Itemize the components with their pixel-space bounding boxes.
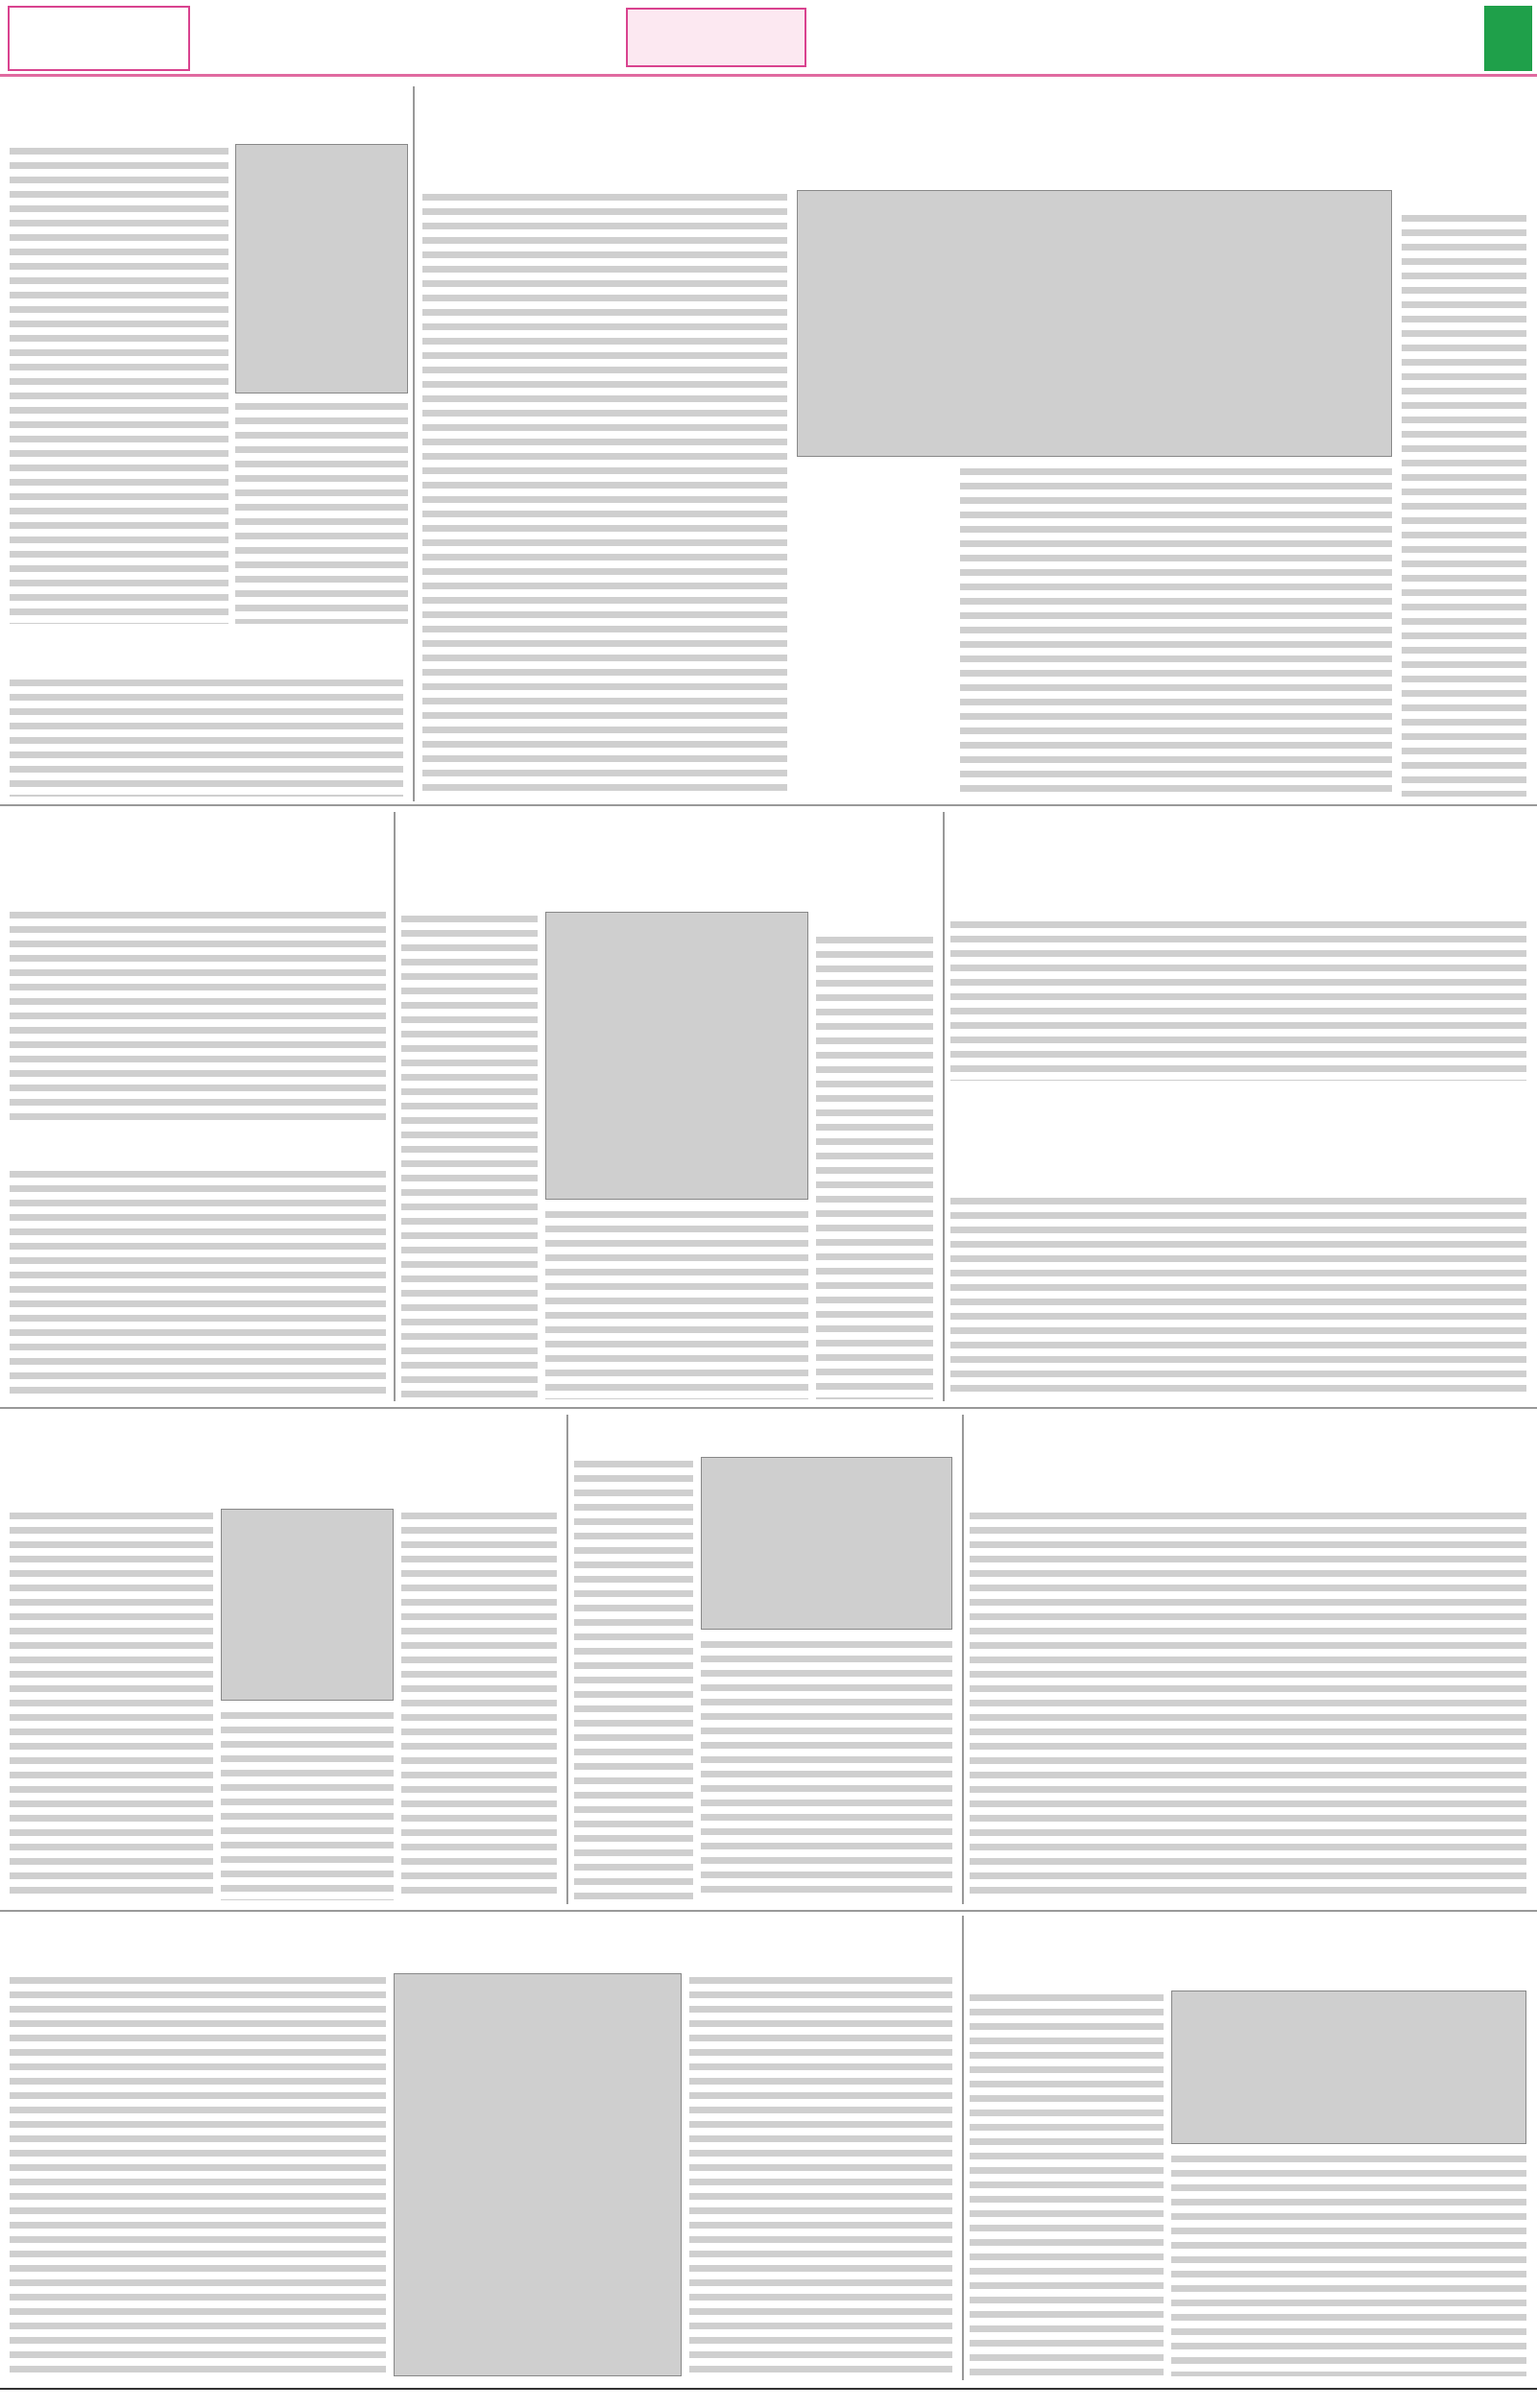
city-label — [197, 35, 312, 60]
headline-bjp-aap-women — [10, 92, 403, 138]
headline-gondpuri-1 — [970, 1417, 1526, 1461]
headline-supreme-court-1 — [950, 814, 1526, 862]
body-bjp-leader-aap — [10, 908, 386, 1123]
body-kejriwal-ec-col3 — [545, 1207, 808, 1399]
body-bjp-aap-women-col1 — [10, 144, 228, 624]
body-tri-shakti — [10, 676, 403, 797]
photo-jih-leader — [221, 1509, 394, 1701]
page-header — [0, 0, 1537, 77]
headline-jamia-seminar — [10, 1918, 952, 1967]
date-box — [8, 6, 190, 71]
subhead-delhi-police — [422, 144, 1526, 182]
headline-book-fair — [574, 1417, 952, 1451]
body-scholarship-col1 — [970, 1991, 1164, 2376]
column-rule — [943, 812, 945, 1401]
body-delhi-police-col2 — [960, 465, 1392, 797]
body-kejriwal-ec-col1 — [816, 933, 933, 1399]
body-budget-jih-col2 — [10, 1509, 213, 1900]
headline-media-responsibility — [970, 1918, 1526, 1952]
photo-jamia-seminar — [394, 1973, 682, 2376]
body-kejriwal-ec-col2 — [401, 912, 538, 1399]
headline-budget-jih-2 — [10, 1465, 557, 1503]
headline-gondpuri-2 — [970, 1465, 1526, 1503]
section-box — [626, 8, 806, 67]
body-delhi-police-col3 — [422, 190, 787, 797]
byline-kejriwal-ec — [816, 912, 933, 929]
headline-bjp-leader-1 — [10, 814, 386, 856]
headline-scholarship — [970, 1956, 1526, 1985]
body-budget-jih-col1 — [401, 1509, 557, 1900]
body-bjp-aap-women-col2 — [235, 399, 408, 624]
section-rule — [0, 1910, 1537, 1912]
body-delhi-police-col1 — [1402, 211, 1526, 797]
body-tax-reform — [10, 1167, 386, 1399]
masthead-english — [1248, 4, 1478, 21]
photo-book-fair — [701, 1457, 952, 1630]
headline-kejriwal-ec-1 — [401, 814, 933, 858]
section-rule — [0, 1407, 1537, 1409]
headline-kejriwal-ec-2 — [401, 862, 933, 904]
photo-aap-leaders — [797, 190, 1392, 457]
column-rule — [962, 1916, 964, 2380]
headline-supreme-court-2 — [950, 866, 1526, 914]
headline-tri-shakti — [10, 630, 403, 672]
headline-bjp-leader-2 — [10, 860, 386, 902]
body-supreme-court — [950, 918, 1526, 1081]
date-urdu — [10, 10, 188, 38]
headline-ec-sst-2 — [950, 1142, 1526, 1188]
headline-tax-reform — [10, 1131, 386, 1161]
headline-ec-sst-1 — [950, 1090, 1526, 1136]
body-jamia-seminar-col2 — [10, 1973, 386, 2376]
body-gondpuri — [970, 1509, 1526, 1900]
body-jamia-seminar-col1 — [689, 1973, 952, 2376]
headline-delhi-police — [422, 88, 1526, 140]
date-english — [10, 44, 188, 69]
masthead — [1248, 4, 1478, 73]
section-title — [628, 13, 805, 63]
masthead-logo — [1248, 21, 1478, 73]
body-ec-sst — [950, 1194, 1526, 1399]
column-rule — [566, 1415, 568, 1904]
column-rule — [962, 1415, 964, 1904]
imprint-footer — [0, 2388, 1537, 2408]
photo-alka-lamba — [235, 144, 408, 393]
body-media-responsibility — [1171, 2152, 1526, 2376]
page-number — [1484, 6, 1532, 71]
body-book-fair-col1 — [574, 1457, 693, 1900]
byline-delhi-police — [1402, 188, 1526, 205]
body-book-fair-col2 — [701, 1637, 952, 1900]
column-rule — [394, 812, 396, 1401]
headline-budget-jih-1 — [10, 1417, 557, 1461]
section-rule — [0, 804, 1537, 806]
photo-kejriwal — [545, 912, 808, 1200]
column-rule — [413, 86, 415, 801]
body-budget-jih-col3 — [221, 1708, 394, 1900]
photo-scholarship-group — [1171, 1991, 1526, 2144]
